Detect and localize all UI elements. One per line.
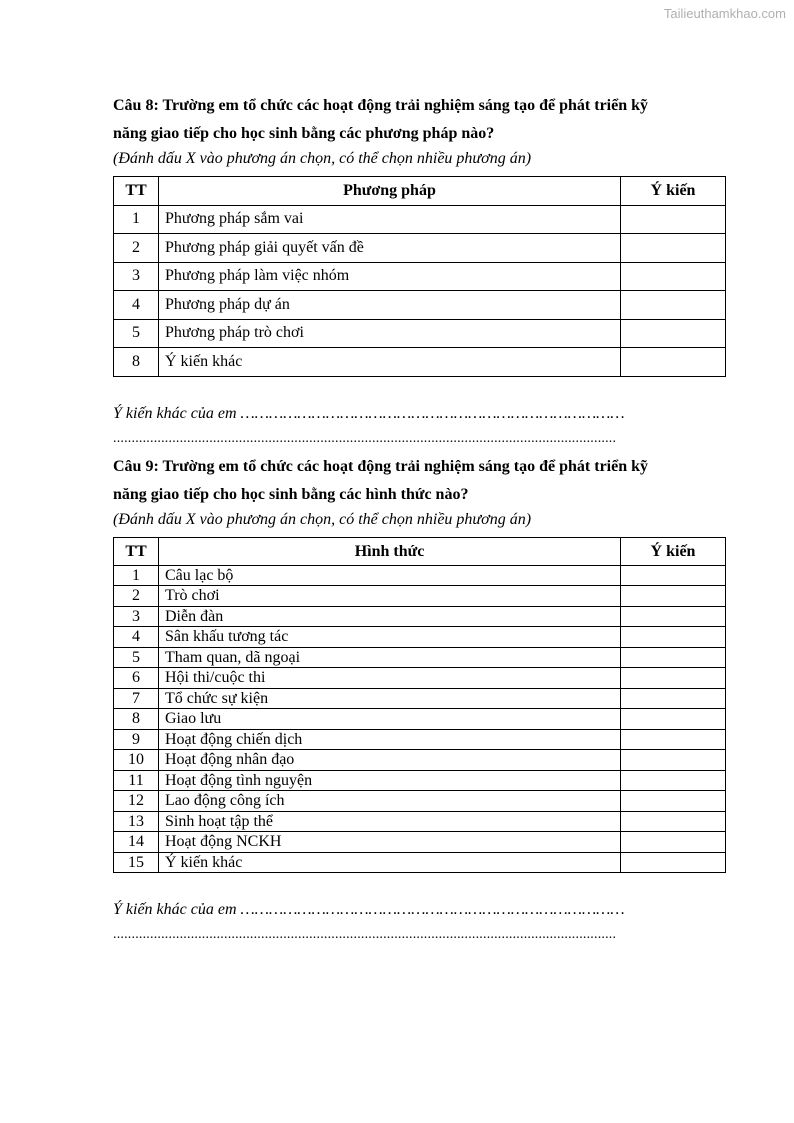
question-8-other-opinion[interactable]: Ý kiến khác của em ……………………………………………………………………… (113, 404, 625, 422)
row-opinion-checkbox[interactable] (621, 291, 726, 320)
row-number: 13 (114, 811, 159, 832)
row-opinion-checkbox[interactable] (621, 668, 726, 689)
question-9-other-opinion[interactable]: Ý kiến khác của em ……………………………………………………………………… (113, 901, 625, 918)
row-number: 3 (114, 606, 159, 627)
table-row (114, 709, 726, 730)
table-row (114, 606, 726, 627)
row-number: 2 (114, 234, 159, 263)
row-opinion-checkbox[interactable] (621, 565, 726, 586)
row-option: Phương pháp trò chơi (159, 319, 621, 348)
header-tt: TT (114, 177, 159, 206)
table-row (114, 811, 726, 832)
table-row (114, 262, 726, 291)
row-opinion-checkbox[interactable] (621, 627, 726, 648)
table-row (114, 647, 726, 668)
watermark: Tailieuthamkhao.com (663, 6, 786, 21)
question-9 (113, 453, 726, 946)
table-row (114, 668, 726, 689)
row-option: Hoạt động tình nguyện (159, 770, 621, 791)
row-opinion-checkbox[interactable] (621, 729, 726, 750)
row-option: Lao động công ích (159, 791, 621, 812)
question-8-answer-line[interactable]: ........................................................................................................................................ (113, 430, 617, 446)
table-row (114, 205, 726, 234)
row-opinion-checkbox[interactable] (621, 205, 726, 234)
question-9-answer-line[interactable]: ........................................................................................................................................ (113, 927, 617, 942)
table-header-row (114, 537, 726, 565)
table-row (114, 319, 726, 348)
table-row (114, 852, 726, 873)
row-number: 5 (114, 647, 159, 668)
row-opinion-checkbox[interactable] (621, 348, 726, 377)
row-option: Tổ chức sự kiện (159, 688, 621, 709)
question-8-table (113, 176, 726, 377)
row-option: Ý kiến khác (159, 348, 621, 377)
question-9-title-line2: năng giao tiếp cho học sinh bằng các hình thức nào? (113, 485, 469, 503)
table-row (114, 770, 726, 791)
table-row (114, 750, 726, 771)
table-header-row (114, 177, 726, 206)
row-opinion-checkbox[interactable] (621, 688, 726, 709)
row-opinion-checkbox[interactable] (621, 262, 726, 291)
row-opinion-checkbox[interactable] (621, 606, 726, 627)
row-option: Trò chơi (159, 586, 621, 607)
row-number: 5 (114, 319, 159, 348)
row-option: Hội thi/cuộc thi (159, 668, 621, 689)
header-tt: TT (114, 537, 159, 565)
row-number: 2 (114, 586, 159, 607)
table-row (114, 586, 726, 607)
question-9-title-line1: Câu 9: Trường em tổ chức các hoạt động trải nghiệm sáng tạo để phát triển kỹ (113, 457, 649, 475)
row-option: Hoạt động chiến dịch (159, 729, 621, 750)
row-opinion-checkbox[interactable] (621, 319, 726, 348)
row-opinion-checkbox[interactable] (621, 750, 726, 771)
row-opinion-checkbox[interactable] (621, 832, 726, 853)
table-row (114, 565, 726, 586)
header-opinion: Ý kiến (621, 537, 726, 565)
question-8 (113, 92, 726, 449)
question-9-rows (114, 565, 726, 873)
row-number: 14 (114, 832, 159, 853)
header-form: Hình thức (159, 537, 621, 565)
row-number: 1 (114, 205, 159, 234)
question-8-title-line1: Câu 8: Trường em tổ chức các hoạt động trải nghiệm sáng tạo để phát triển kỹ (113, 97, 649, 114)
question-8-note: (Đánh dấu X vào phương án chọn, có thể chọn nhiều phương án) (113, 150, 532, 167)
row-option: Sinh hoạt tập thể (159, 811, 621, 832)
row-opinion-checkbox[interactable] (621, 852, 726, 873)
question-8-title-line2: năng giao tiếp cho học sinh bằng các phương pháp nào? (113, 125, 495, 142)
row-option: Ý kiến khác (159, 852, 621, 873)
row-opinion-checkbox[interactable] (621, 234, 726, 263)
row-number: 12 (114, 791, 159, 812)
row-number: 9 (114, 729, 159, 750)
table-row (114, 832, 726, 853)
question-8-rows (114, 205, 726, 376)
row-option: Phương pháp dự án (159, 291, 621, 320)
row-number: 8 (114, 348, 159, 377)
row-opinion-checkbox[interactable] (621, 791, 726, 812)
row-number: 15 (114, 852, 159, 873)
header-opinion: Ý kiến (621, 177, 726, 206)
row-option: Diễn đàn (159, 606, 621, 627)
question-9-note: (Đánh dấu X vào phương án chọn, có thể chọn nhiều phương án) (113, 510, 532, 528)
row-opinion-checkbox[interactable] (621, 709, 726, 730)
table-row (114, 234, 726, 263)
row-option: Hoạt động nhân đạo (159, 750, 621, 771)
row-option: Câu lạc bộ (159, 565, 621, 586)
row-number: 4 (114, 627, 159, 648)
row-opinion-checkbox[interactable] (621, 647, 726, 668)
table-row (114, 688, 726, 709)
row-option: Tham quan, dã ngoại (159, 647, 621, 668)
row-option: Hoạt động NCKH (159, 832, 621, 853)
table-row (114, 348, 726, 377)
row-option: Phương pháp giải quyết vấn đề (159, 234, 621, 263)
row-number: 4 (114, 291, 159, 320)
row-number: 10 (114, 750, 159, 771)
header-method: Phương pháp (159, 177, 621, 206)
row-opinion-checkbox[interactable] (621, 586, 726, 607)
row-number: 1 (114, 565, 159, 586)
row-number: 11 (114, 770, 159, 791)
row-option: Giao lưu (159, 709, 621, 730)
row-opinion-checkbox[interactable] (621, 811, 726, 832)
survey-content (113, 92, 726, 945)
row-option: Phương pháp làm việc nhóm (159, 262, 621, 291)
row-option: Phương pháp sắm vai (159, 205, 621, 234)
table-row (114, 627, 726, 648)
row-opinion-checkbox[interactable] (621, 770, 726, 791)
row-option: Sân khấu tương tác (159, 627, 621, 648)
table-row (114, 791, 726, 812)
table-row (114, 729, 726, 750)
row-number: 6 (114, 668, 159, 689)
row-number: 7 (114, 688, 159, 709)
row-number: 8 (114, 709, 159, 730)
row-number: 3 (114, 262, 159, 291)
table-row (114, 291, 726, 320)
question-9-table (113, 537, 726, 874)
